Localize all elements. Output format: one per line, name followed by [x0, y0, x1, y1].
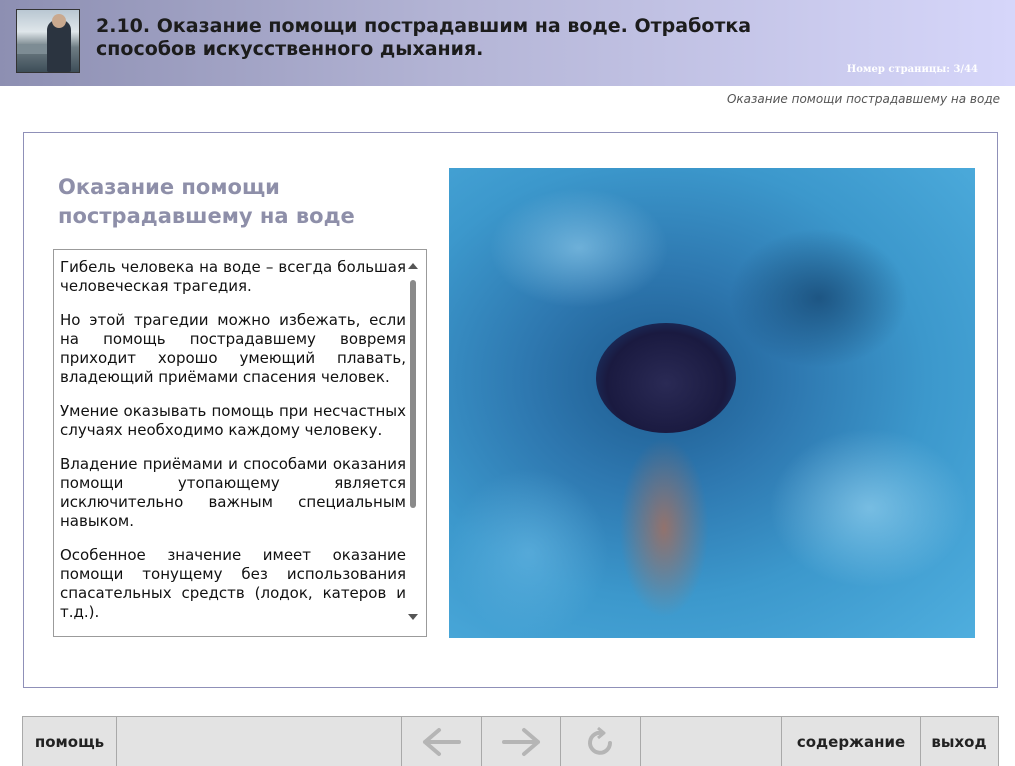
arrow-left-icon	[421, 727, 463, 757]
paragraph: Гибель человека на воде – всегда большая человеческая трагедия.	[60, 258, 406, 295]
text-scroll-box[interactable]	[53, 249, 427, 637]
text-content	[60, 258, 406, 637]
header-bar	[0, 0, 1015, 86]
arrow-right-icon	[500, 727, 542, 757]
back-button[interactable]	[401, 717, 482, 766]
breadcrumb: Оказание помощи пострадавшему на воде	[726, 92, 1000, 106]
paragraph: Умение оказывать помощь при несчастных случаях необходимо каждому человеку.	[60, 402, 406, 439]
reload-button[interactable]	[561, 717, 641, 766]
drowning-person-photo	[449, 168, 975, 638]
next-button[interactable]	[481, 717, 561, 766]
paragraph: Но этой трагедии можно избежать, если на помощь пострадавшему вовремя приходит хорошо умеющий плавать, владеющий приёмами спасения человек.	[60, 311, 406, 386]
paragraph: Особенное значение имеет оказание помощи тонущему без использования спасательных средств (лодок, катеров и т.д.).	[60, 546, 406, 621]
exit-button[interactable]: выход	[931, 732, 987, 751]
reload-icon	[586, 726, 616, 758]
content-frame	[23, 132, 998, 688]
rescuer-photo	[16, 9, 80, 73]
scrollbar-thumb[interactable]	[410, 280, 416, 508]
page-number: Номер страницы: 3/44	[846, 64, 978, 75]
content-title: Оказание помощи пострадавшему на воде	[58, 175, 355, 228]
paragraph: Владение приёмами и способами оказания помощи утопающему является исключительно важным специальным навыком.	[60, 455, 406, 530]
bottom-toolbar	[22, 716, 999, 766]
contents-button[interactable]: содержание	[781, 717, 921, 766]
scroll-up-arrow-icon[interactable]	[408, 263, 418, 269]
page-title: 2.10. Оказание помощи пострадавшим на воде. Отработка способов искусственного дыхания.	[96, 15, 752, 60]
scroll-down-arrow-icon[interactable]	[408, 614, 418, 620]
help-button[interactable]: помощь	[23, 717, 117, 766]
